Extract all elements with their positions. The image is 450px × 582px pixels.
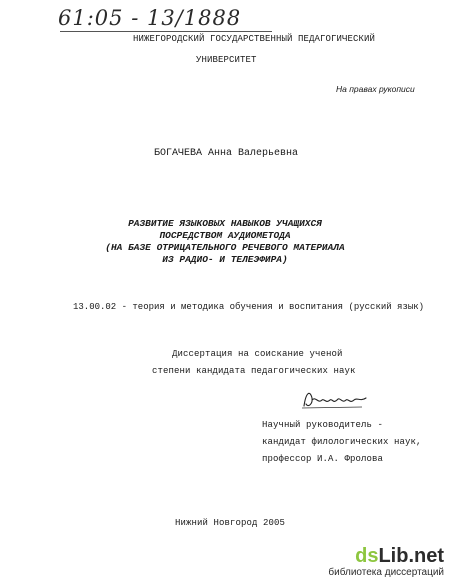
dslib-watermark[interactable]: [328, 546, 444, 578]
specialty-code: 13.00.02 - теория и методика обучения и воспитания (русский язык): [73, 302, 425, 312]
supervisor-line: кандидат филологических наук,: [262, 437, 422, 447]
archive-stamp: 61:05 - 13/1888: [58, 6, 242, 30]
city-year: Нижний Новгород 2005: [175, 518, 286, 528]
dslib-logo-dark: Lib.net: [378, 545, 444, 567]
supervisor-line: профессор И.А. Фролова: [262, 454, 384, 464]
author-name: БОГАЧЕВА Анна Валерьевна: [154, 148, 299, 159]
thesis-title-line: (НА БАЗЕ ОТРИЦАТЕЛЬНОГО РЕЧЕВОГО МАТЕРИАЛА: [105, 242, 345, 253]
dslib-subtitle: библиотека диссертаций: [328, 567, 444, 578]
dslib-logo: [328, 546, 444, 566]
thesis-title-line: ПОСРЕДСТВОМ АУДИОМЕТОДА: [159, 230, 291, 241]
supervisor-line: Научный руководитель -: [262, 420, 384, 430]
thesis-title-line: ИЗ РАДИО- И ТЕЛЕЭФИРА): [162, 254, 288, 265]
stamp-underline: [60, 31, 272, 32]
thesis-title-line: РАЗВИТИЕ ЯЗЫКОВЫХ НАВЫКОВ УЧАЩИХСЯ: [128, 218, 322, 229]
dissertation-degree-line: Диссертация на соискание ученой: [172, 349, 343, 359]
dissertation-degree-line: степени кандидата педагогических наук: [152, 366, 356, 376]
university-name-line2: УНИВЕРСИТЕТ: [196, 55, 257, 65]
manuscript-note: На правах рукописи: [336, 84, 415, 94]
university-name-line1: НИЖЕГОРОДСКИЙ ГОСУДАРСТВЕННЫЙ ПЕДАГОГИЧЕСКИЙ: [133, 34, 376, 44]
handwritten-signature: [300, 386, 370, 414]
dslib-logo-green: ds: [355, 545, 379, 567]
